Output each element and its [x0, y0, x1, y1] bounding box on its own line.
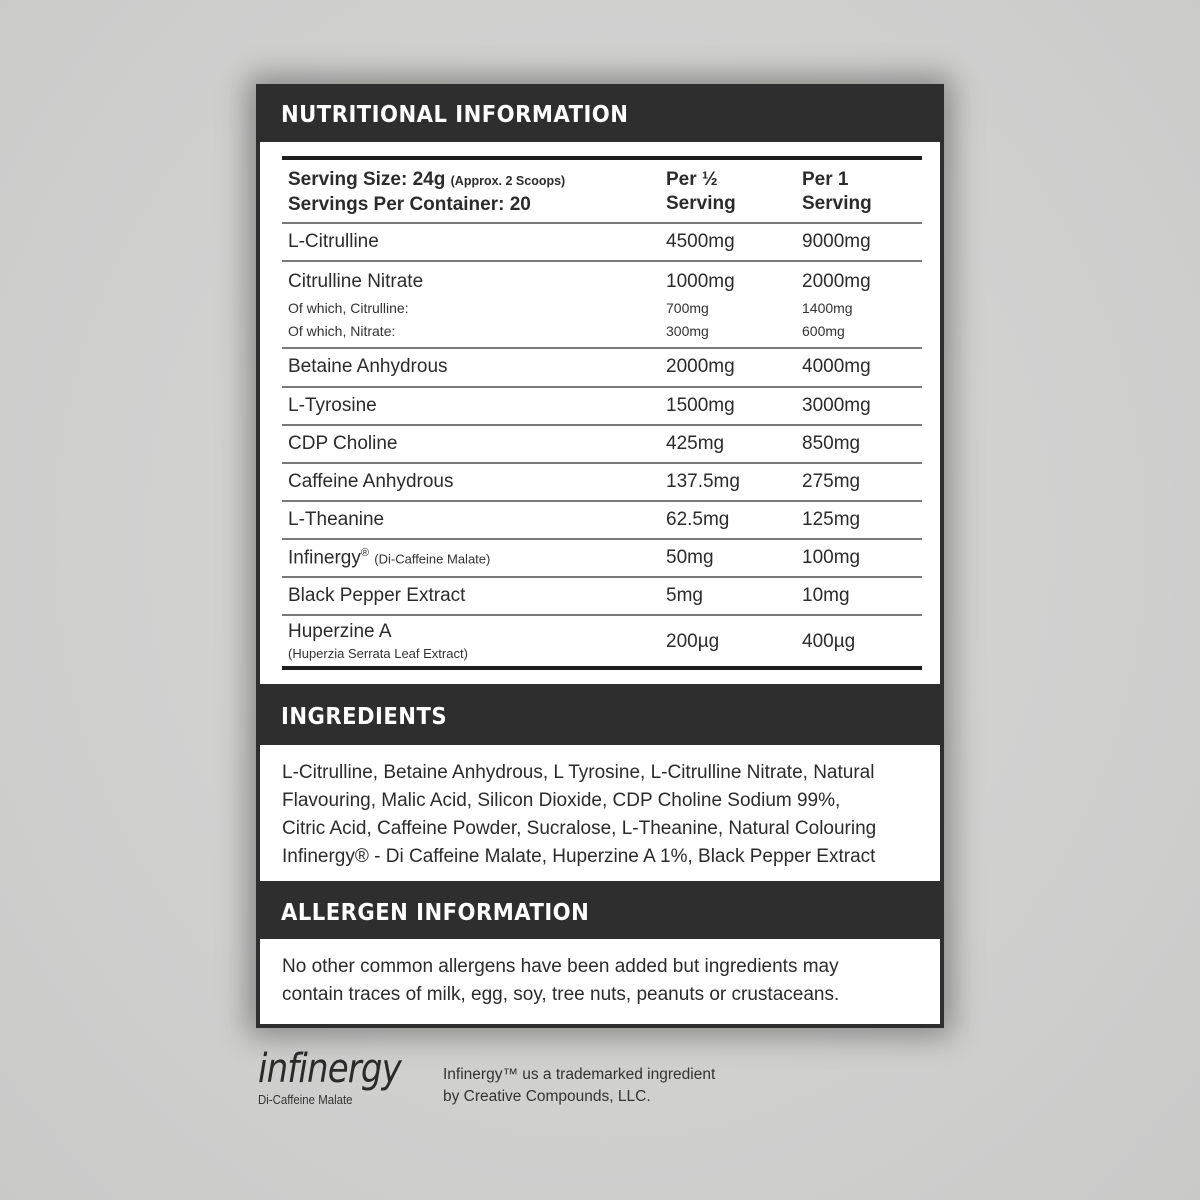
label-card	[256, 84, 944, 1028]
table-row: Black Pepper Extract 5mg 10mg	[288, 585, 850, 606]
nutrition-table	[282, 156, 922, 670]
table-row: CDP Choline 425mg 850mg	[288, 433, 861, 454]
table-row: L-Theanine 62.5mg 125mg	[288, 509, 861, 530]
table-bottom-rule	[282, 666, 922, 670]
ingredients-panel	[260, 745, 940, 881]
servings-per-container: Servings Per Container: 20	[288, 194, 531, 215]
sub-row-name: Of which, Citrulline:	[288, 300, 409, 316]
table-row: Caffeine Anhydrous 137.5mg 275mg	[288, 471, 861, 492]
nutrition-panel	[260, 142, 940, 684]
table-header	[282, 160, 922, 222]
col-header-full: Per 1 Serving	[802, 169, 872, 214]
sub-row-name: Of which, Nitrate:	[288, 323, 396, 339]
serving-size-note: (Approx. 2 Scoops)	[450, 174, 566, 188]
col-header-half: Per ½ Serving	[666, 169, 736, 214]
table-row: Citrulline Nitrate 1000mg 2000mg Of which, Citrulline: 700mg 1400mg Of which, Nitrate: 300mg 600mg	[288, 271, 871, 339]
table-row: Huperzine A (Huperzia Serrata Leaf Extract) 200µg 400µg	[288, 621, 856, 661]
registered-mark: ®	[360, 547, 369, 559]
logo-subtitle: Di-Caffeine Malate	[258, 1092, 353, 1107]
trademark-note: Infinergy™ us a trademarked ingredient by Creative Compounds, LLC.	[443, 1066, 716, 1105]
table-row: L-Citrulline 4500mg 9000mg	[288, 231, 871, 252]
allergen-title: ALLERGEN INFORMATION	[281, 900, 590, 926]
table-row: Infinergy® (Di-Caffeine Malate) 50mg 100mg	[288, 547, 861, 569]
ingredients-text: L-Citrulline, Betaine Anhydrous, L Tyrosine, L-Citrulline Nitrate, Natural Flavouring, Malic Acid, Silicon Dioxide, CDP Choline Sodium 99%, Citric Acid, Caffeine Powder, Sucralose, L-Theanine, Natural Colouring Infinergy® - Di Caffeine Malate, Huperzine A 1%, Black Pepper Extract	[282, 762, 877, 867]
infinergy-logo	[258, 1046, 428, 1126]
allergen-panel	[260, 939, 940, 1024]
table-row: L-Tyrosine 1500mg 3000mg	[288, 395, 871, 416]
serving-size: Serving Size: 24g	[288, 169, 446, 190]
nutrition-title: NUTRITIONAL INFORMATION	[281, 102, 629, 128]
table-row: Betaine Anhydrous 2000mg 4000mg	[288, 356, 871, 377]
ingredients-title: INGREDIENTS	[281, 704, 448, 730]
logo-wordmark: infinergy	[258, 1046, 401, 1092]
allergen-text: No other common allergens have been added but ingredients may contain traces of milk, egg, soy, tree nuts, peanuts or crustaceans.	[282, 956, 840, 1005]
